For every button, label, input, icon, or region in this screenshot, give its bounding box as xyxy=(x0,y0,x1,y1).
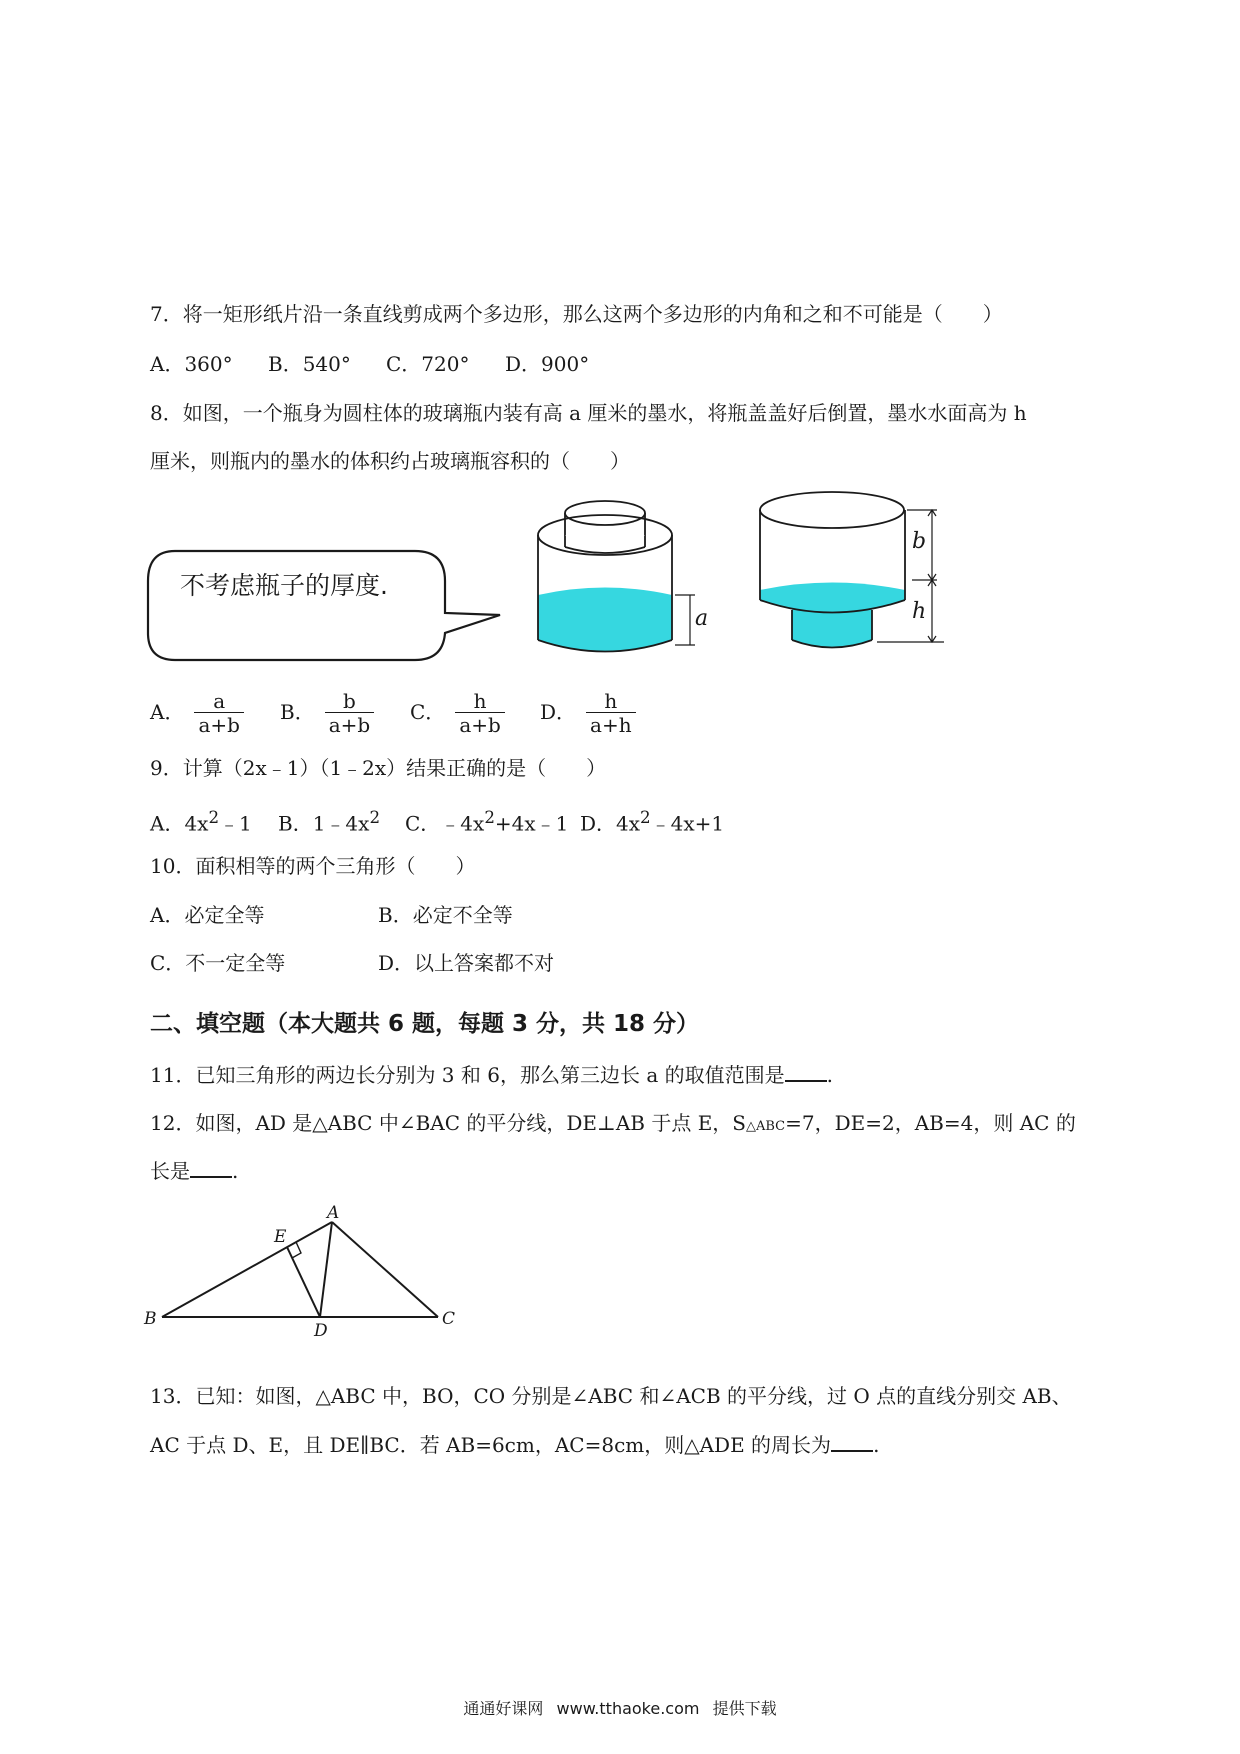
q7-option-d: D．900° xyxy=(505,352,590,376)
q10-option-b: B．必定不全等 xyxy=(378,903,513,927)
label-A: A xyxy=(327,1203,340,1223)
label-a: a xyxy=(695,606,709,631)
q8-option-d: D． $\frac{h}{a+h}$ xyxy=(540,690,636,737)
answer-blank xyxy=(785,1062,827,1082)
label-B: B xyxy=(144,1309,157,1329)
q12-stem-line2: 长是 . xyxy=(150,1159,239,1183)
q11-stem: 11．已知三角形的两边长分别为 3 和 6，那么第三边长 a 的取值范围是 . xyxy=(150,1063,833,1087)
bubble-text: 不考虑瓶子的厚度. xyxy=(180,571,388,600)
q13-stem-line2: AC 于点 D、E，且 DE∥BC．若 AB=6cm，AC=8cm，则△ADE 的周长为 . xyxy=(150,1433,880,1457)
q9-stem: 9．计算（2x﹣1）（1﹣2x）结果正确的是（ ） xyxy=(150,756,607,780)
footer-url[interactable]: www.tthaoke.com xyxy=(556,1699,700,1718)
label-D: D xyxy=(314,1321,328,1341)
speech-bubble xyxy=(145,548,515,668)
q7-stem: 7．将一矩形纸片沿一条直线剪成两个多边形，那么这两个多边形的内角和之和不可能是（ ） xyxy=(150,302,1003,326)
q9-option-b: B．$1﹣4x^2$ xyxy=(278,808,381,836)
triangle-figure xyxy=(140,1200,470,1341)
q8-option-b: B． $\frac{b}{a+b}$ xyxy=(280,690,374,737)
q7-option-a: A．360° xyxy=(150,352,233,376)
inverted-bottle-figure xyxy=(752,490,952,655)
upright-bottle-figure xyxy=(525,495,725,660)
footer xyxy=(0,1696,1240,1719)
q8-stem-line1: 8．如图，一个瓶身为圆柱体的玻璃瓶内装有高 a 厘米的墨水，将瓶盖盖好后倒置，墨水水面高为 h xyxy=(150,401,1027,425)
q10-option-d: D．以上答案都不对 xyxy=(378,951,555,975)
label-E: E xyxy=(274,1227,287,1247)
label-b: b xyxy=(912,529,927,554)
q13-stem-line1: 13．已知：如图，△ABC 中，BO，CO 分别是∠ABC 和∠ACB 的平分线，过 O 点的直线分别交 AB、 xyxy=(150,1384,1072,1408)
q7-option-c: C．720° xyxy=(386,352,470,376)
label-C: C xyxy=(442,1309,456,1329)
q10-option-c: C．不一定全等 xyxy=(150,951,286,975)
q10-option-a: A．必定全等 xyxy=(150,903,265,927)
section-heading: 二、填空题（本大题共 6 题，每题 3 分，共 18 分） xyxy=(150,1011,700,1037)
answer-blank xyxy=(190,1158,232,1178)
q9-option-d: D．$4x^2﹣4x+1$ xyxy=(580,808,725,836)
q8-stem-line2: 厘米，则瓶内的墨水的体积约占玻璃瓶容积的（ ） xyxy=(150,449,630,473)
q9-option-c: C．$﹣4x^2+4x﹣1$ xyxy=(405,808,569,836)
footer-suffix: 提供下载 xyxy=(712,1699,777,1718)
q8-option-c: C． $\frac{h}{a+b}$ xyxy=(410,690,505,737)
q12-stem-line1: 12．如图，AD 是△ABC 中∠BAC 的平分线，DE⊥AB 于点 E，S△ABC=7，DE=2，AB=4，则 AC 的 xyxy=(150,1111,1076,1135)
q10-stem: 10．面积相等的两个三角形（ ） xyxy=(150,854,476,878)
footer-site-name: 通通好课网 xyxy=(463,1699,544,1718)
q8-option-a: A． $\frac{a}{a+b}$ xyxy=(150,690,244,737)
label-h: h xyxy=(912,599,927,624)
q7-option-b: B．540° xyxy=(268,352,351,376)
answer-blank xyxy=(831,1432,873,1452)
q9-option-a: A．$4x^2﹣1$ xyxy=(150,808,252,836)
